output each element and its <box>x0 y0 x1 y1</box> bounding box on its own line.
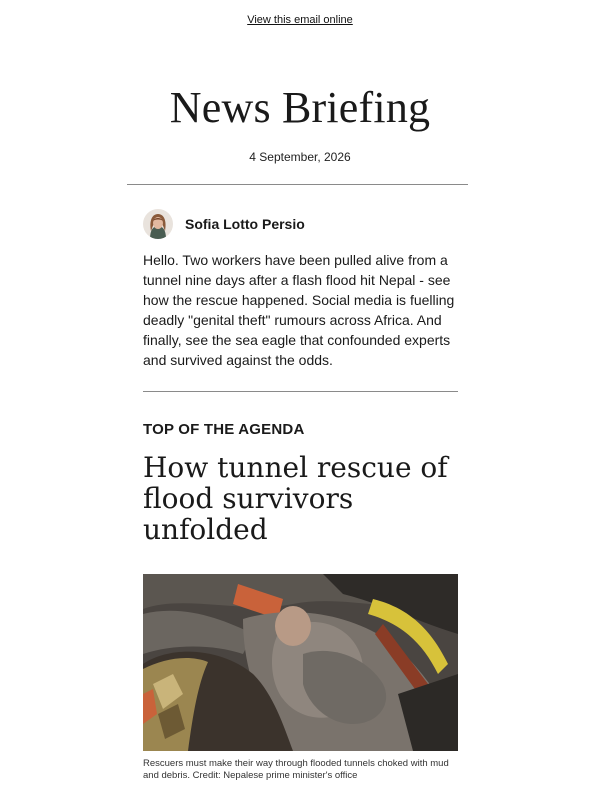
author-byline <box>143 208 305 240</box>
header-divider <box>127 184 468 185</box>
issue-date: 4 September, 2026 <box>249 150 351 164</box>
photo-caption: Rescuers must make their way through flooded tunnels choked with mud and debris. Credit: Nepalese prime minister's office <box>143 758 449 781</box>
newsletter-title: News Briefing <box>169 83 431 132</box>
intro-divider <box>143 391 458 392</box>
view-online-link[interactable]: View this email online <box>247 14 353 26</box>
article-headline[interactable]: How tunnel rescue of flood survivors unfolded <box>143 451 448 546</box>
intro-paragraph: Hello. Two workers have been pulled alive from a tunnel nine days after a flash flood hit Nepal - see how the rescue happened. Social media is fuelling deadly "genital theft" rumours across Africa. And finally, see the sea eagle that confounded experts and survived against the odds. <box>143 252 455 368</box>
article-photo[interactable] <box>143 574 458 751</box>
author-name: Sofia Lotto Persio <box>185 216 305 232</box>
section-heading: TOP OF THE AGENDA <box>143 421 305 438</box>
author-avatar <box>143 209 173 239</box>
